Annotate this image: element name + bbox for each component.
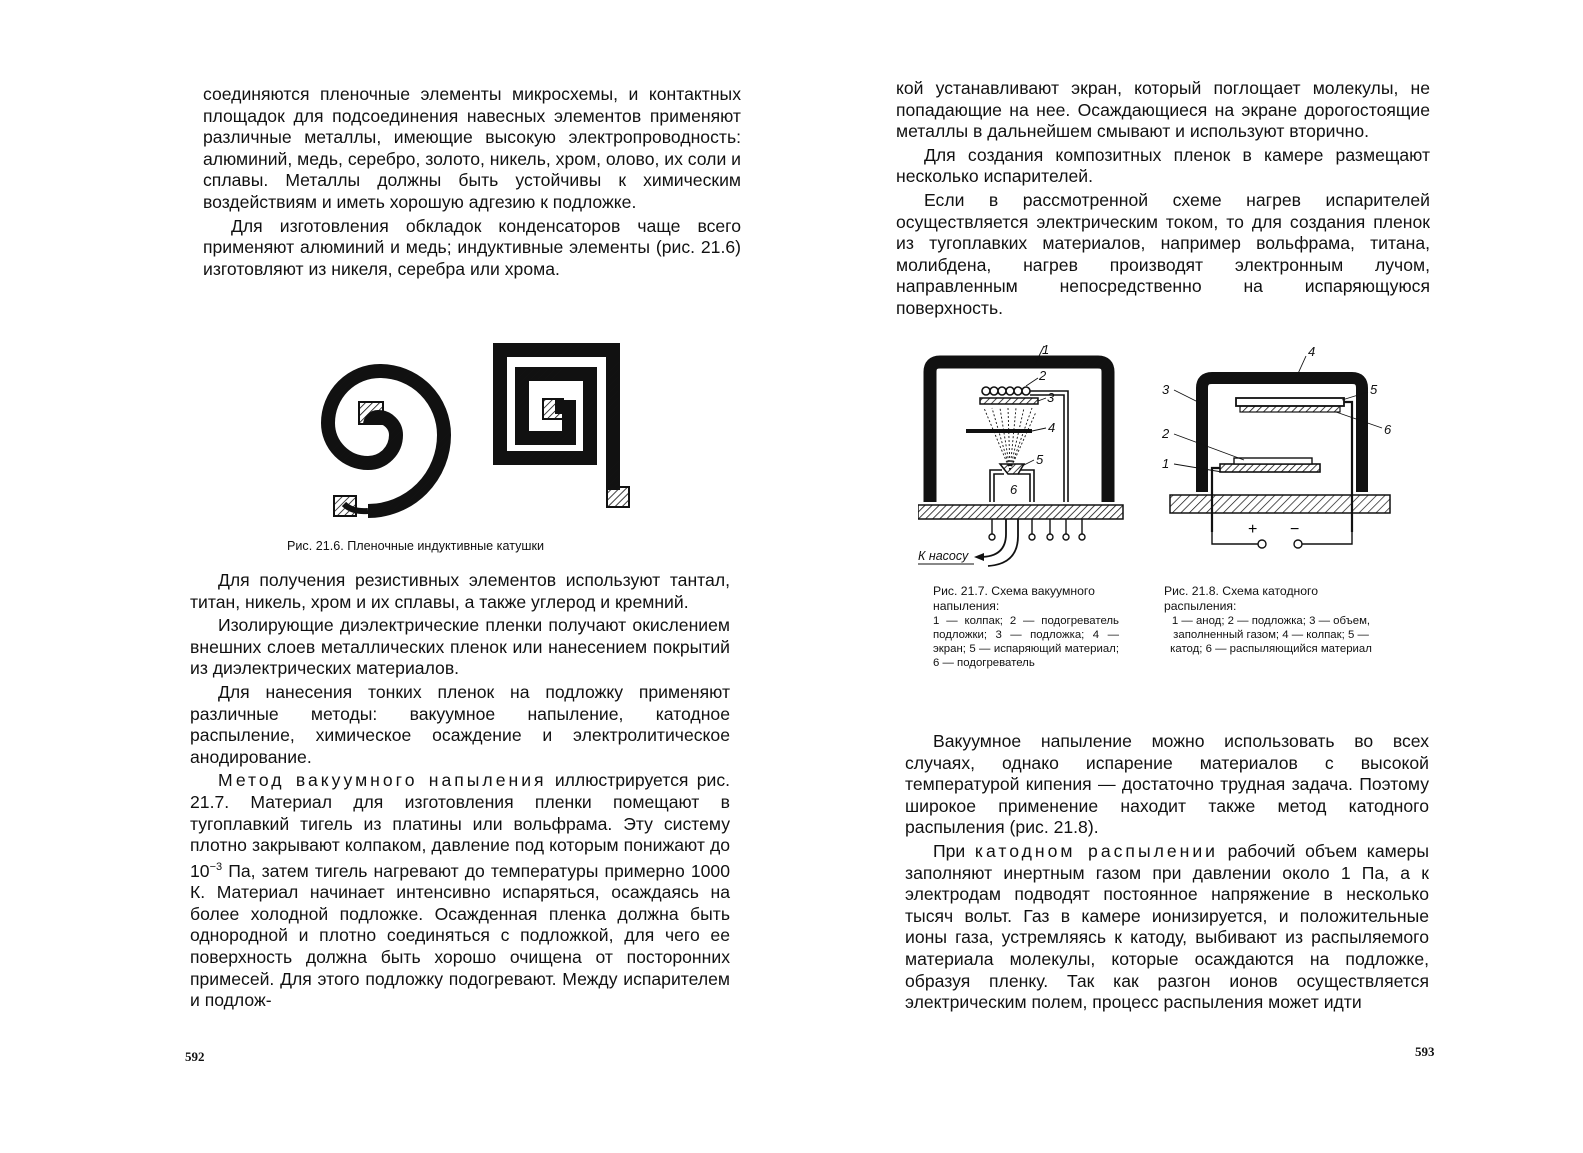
evaporating-material (1000, 464, 1024, 474)
fig217-label-3: 3 (1047, 390, 1055, 405)
sputter-substrate (1234, 458, 1312, 464)
circular-coil-inner-pad (359, 402, 383, 424)
fig217-pump-label: К насосу (918, 549, 969, 563)
figure-21-7-caption-head: Рис. 21.7. Схема вакуумного напыления: (933, 584, 1095, 613)
vapour-spray (984, 408, 1036, 470)
page-number-left: 592 (185, 1049, 205, 1064)
negative-terminal-sign: − (1290, 521, 1300, 538)
fig218-label-4: 4 (1308, 344, 1316, 359)
circular-spiral-coil (328, 371, 444, 511)
positive-terminal-sign: + (1248, 521, 1258, 538)
left-para-5: Для нанесения тонких пленок на подложку применяют различные методы: вакуумное напыление, катодное распыление, химическое осаждение и электролитическое анодирование. (190, 681, 730, 767)
left-para-6-text-b: Па, затем тигель нагревают до температуры примерно 1000 К. Материал начинает интенсивно испаряться, осаждаясь на более холодной подложке. Осажденная пленка должна быть однородной и плотно соединяться с подложкой, для чего ее поверхность должна быть хорошо очищена от посторонних примесей. Для этого подложку подогревают. Между испарителем и подлож- (190, 860, 730, 1011)
fig218-label-1: 1 (1162, 456, 1170, 471)
page-number-right: 593 (1415, 1044, 1435, 1059)
base-plate (918, 505, 1123, 519)
cathode (1236, 398, 1344, 406)
left-para-1: соединяются пленочные элементы микросхемы, и контактных площадок для подсоединения навесных элементов применяют различные металлы, имеющие высокую электропроводность: алюминий, медь, серебро, золото, никель, хром, олово, их соли и сплавы. Металлы должны быть устойчивы к химическим воздействиям и иметь хорошую адгезию к подложке. (203, 84, 741, 212)
anode (1220, 464, 1320, 472)
figure-21-7-caption (933, 584, 1119, 670)
screen-shutter (966, 429, 1032, 433)
figure-21-6-inductive-coils (280, 332, 660, 532)
right-para-5-text-a: При (933, 840, 966, 861)
right-para-5 (905, 841, 1429, 1014)
substrate (980, 398, 1038, 404)
fig217-label-6: 6 (1010, 482, 1018, 497)
left-para-6-text-a: иллюстрируется рис. 21.7. Материал для изготовления пленки помещают в тугоплавкий тигель из платины или вольфрама. Эту систему плотно закрывают колпаком, давление под которым понижают до 10 (190, 770, 731, 881)
figure-21-6-caption: Рис. 21.6. Пленочные индуктивные катушки (287, 539, 545, 553)
left-para-2: Для изготовления обкладок конденсаторов чаще всего применяют алюминий и медь; индуктивные элементы (рис. 21.6) изготовляют из никеля, серебра или хрома. (203, 215, 741, 279)
fig217-label-4: 4 (1048, 420, 1056, 435)
right-para-4: Вакуумное напыление можно использовать во всех случаях, однако испарение материалов с высокой температурой кипения — достаточно трудная задача. Поэтому широкое применение находит также метод катодного распыления (рис. 21.8). (905, 731, 1429, 838)
fig218-label-3: 3 (1162, 382, 1170, 397)
terminals (989, 519, 1085, 540)
right-para-2: Для создания композитных пленок в камере размещают несколько испарителей. (896, 144, 1430, 187)
sputter-base-plate (1170, 495, 1390, 513)
fig218-label-2: 2 (1162, 426, 1170, 441)
right-text-bottom (905, 731, 1429, 1014)
right-para-5-text-b: рабочий объем камеры заполняют инертным газом при давлении около 1 Па, а к электродам подводят постоянное напряжение в несколько тысяч вольт. Газ в камере ионизируется, и положительные ионы газа, устремляясь к катоду, выбивают из распыляемого материала молекулы, которые осаждаются на подложке, образуя пленку. Так как разгон ионов осуществляется электрическим полем, процесс распыления может идти (905, 840, 1429, 1013)
right-para-1: кой устанавливают экран, который поглощает молекулы, не попадающие на нее. Осаждающиеся на экране дорогостоящие металлы в дальнейшем смывают и используют вторично. (896, 78, 1430, 142)
fig217-label-2: 2 (1039, 368, 1047, 383)
sputtered-material (1240, 406, 1340, 412)
spaced-term-cathode: катодном распылении (974, 840, 1219, 861)
square-coil-inner-pad (543, 399, 563, 419)
left-para-4: Изолирующие диэлектрические пленки получают окислением внешних слоев металлических пленок или нанесением покрытий из диэлектрических материалов. (190, 615, 730, 679)
exponent: −3 (209, 860, 223, 873)
spaced-term-vacuum: Метод вакуумного напыления (218, 770, 547, 791)
fig217-label-1: 1 (1042, 342, 1050, 357)
circular-coil-outer-pad (334, 496, 356, 516)
right-page (790, 0, 1583, 1153)
figure-21-7-vacuum-deposition-diagram (918, 342, 1133, 574)
sputter-bell-jar (1202, 378, 1362, 492)
fig218-label-6: 6 (1384, 422, 1392, 437)
arrow-left-icon (974, 553, 984, 561)
left-para-6 (190, 770, 730, 1011)
figure-21-8-caption (1164, 584, 1378, 656)
square-coil-outer-pad (607, 487, 629, 507)
fig218-label-5: 5 (1370, 382, 1378, 397)
figure-21-8-caption-legend: 1 — анод; 2 — подложка; 3 — объем, заполненный газом; 4 — колпак; 5 — катод; 6 — распыляющийся материал (1170, 615, 1372, 655)
figure-21-7-caption-legend: 1 — колпак; 2 — подогреватель подложки; 3 — подложка; 4 — экран; 5 — испаряющий материал; 6 — подогреватель (933, 615, 1119, 669)
left-text-bottom (190, 570, 730, 1012)
left-page (0, 0, 790, 1153)
figure-21-8-cathode-sputtering-diagram (1156, 342, 1406, 560)
left-para-3: Для получения резистивных элементов используют тантал, титан, никель, хром и их сплавы, а также углерод и кремний. (190, 570, 730, 612)
right-para-3: Если в рассмотренной схеме нагрев испарителей осуществляется электрическим током, то для создания пленок из тугоплавких материалов, например вольфрама, титана, молибдена, нагрев производят электронным лучом, направленным непосредственно на испаряющуюся поверхность. (896, 189, 1430, 318)
pump-outlet (980, 519, 1018, 566)
left-text-top (203, 84, 741, 280)
figure-21-8-caption-head: Рис. 21.8. Схема катодного распыления: (1164, 584, 1319, 613)
fig217-label-5: 5 (1036, 452, 1044, 467)
power-circuit (1212, 532, 1352, 548)
right-text-top (896, 78, 1430, 320)
